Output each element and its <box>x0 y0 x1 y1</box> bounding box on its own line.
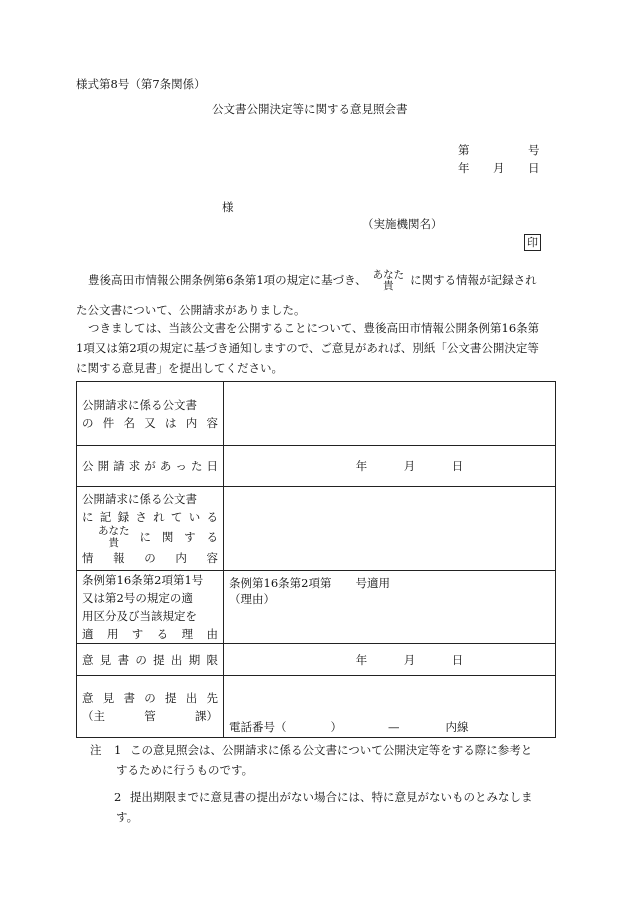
label-char: 理 <box>181 627 194 641</box>
label-char: 日 <box>206 459 218 473</box>
p2-line2: 1項又は第2項の規定に基づき通知しますので、ご意見があれば、別紙「公文書公開決定等 <box>76 341 539 355</box>
date-day: 日 <box>451 459 464 473</box>
note-1-line2: するために行うものです。 <box>116 763 254 777</box>
label-char: い <box>188 510 201 525</box>
label-char: 提 <box>165 690 177 705</box>
date-year: 年 <box>355 459 368 473</box>
label-char: 先 <box>206 690 218 705</box>
p1-stacked-word <box>373 270 405 292</box>
issue-number-prefix: 第 <box>458 143 470 157</box>
label-char: 公 <box>82 459 94 473</box>
label-text: 条例第16条第2項第1号 <box>82 573 204 587</box>
label-line <box>82 457 218 475</box>
issue-day: 日 <box>528 161 540 175</box>
label-submission-deadline <box>77 644 224 676</box>
label-request-subject <box>77 382 224 446</box>
row-request-subject <box>77 382 556 446</box>
value-request-subject[interactable] <box>224 382 556 446</box>
date-month: 月 <box>403 459 416 473</box>
form-number: 様式第8号（第7条関係） <box>76 77 206 91</box>
label-char: 内 <box>185 415 198 430</box>
label-char: 請 <box>113 459 125 473</box>
note-2-line2: す。 <box>116 810 139 824</box>
provision-suffix: 号適用 <box>355 576 390 590</box>
issue-number-suffix: 号 <box>528 143 540 157</box>
row3-stacked-word <box>98 526 130 548</box>
label-char: 記 <box>99 510 112 525</box>
value-info-content[interactable] <box>224 487 556 571</box>
date-fields <box>224 458 555 474</box>
label-char: （主 <box>82 708 105 723</box>
reason-label: （理由） <box>229 592 275 606</box>
label-char: す <box>131 627 144 641</box>
label-char: 容 <box>206 550 218 565</box>
row-submission-deadline <box>77 644 556 676</box>
addressee-honorific: 様 <box>222 200 234 214</box>
row3-word-bottom: 貴 <box>108 536 119 549</box>
agency-name: （実施機関名） <box>362 217 443 231</box>
label-char: 期 <box>188 652 201 667</box>
label-submission-destination <box>77 676 224 738</box>
label-char: の <box>144 690 156 705</box>
notes-heading: 注 <box>90 743 102 757</box>
label-char: に <box>82 510 94 525</box>
provision-prefix: 条例第16条第2項第 <box>229 576 332 590</box>
label-char: あ <box>159 459 172 473</box>
note-2-number: 2 <box>114 790 122 804</box>
p1-word-top: あなた <box>372 268 405 281</box>
date-month: 月 <box>403 652 416 667</box>
p1-before: 豊後高田市情報公開条例第6条第1項の規定に基づき、 <box>88 273 367 287</box>
label-char: 管 <box>144 708 156 723</box>
label-applicable-provision <box>77 571 224 644</box>
note-2-line1: 提出期限までに意見書の提出がない場合には、特に意見がないものとみなしま <box>130 790 533 804</box>
phone-line <box>229 719 550 735</box>
inquiry-table <box>76 381 556 738</box>
p1-line2: た公文書について、公開請求がありました。 <box>76 303 306 317</box>
label-line <box>82 508 218 526</box>
label-char: は <box>165 415 177 430</box>
label-char: 出 <box>170 652 183 667</box>
label-char: 求 <box>128 459 141 473</box>
issue-month: 月 <box>493 161 505 175</box>
label-char: る <box>206 510 218 525</box>
label-char: 書 <box>123 690 135 705</box>
label-line <box>82 625 218 643</box>
p1-word-bottom: 貴 <box>383 280 394 292</box>
label-line <box>82 414 218 432</box>
label-line <box>82 549 218 567</box>
value-submission-destination[interactable] <box>224 676 556 738</box>
label-char: 内 <box>175 550 187 565</box>
label-char: 名 <box>123 415 135 430</box>
label-text: 公開請求に係る公文書 <box>82 397 197 412</box>
phone-label: 電話番号（ <box>229 720 287 734</box>
label-char: 課） <box>195 708 218 723</box>
row3-word-top: あなた <box>98 525 130 538</box>
label-char: 報 <box>113 550 125 565</box>
label-line <box>82 526 218 548</box>
label-char: て <box>170 510 183 525</box>
label-line <box>82 651 218 669</box>
label-char: 情 <box>82 550 94 565</box>
label-char: 限 <box>206 652 218 667</box>
note-1-number: 1 <box>114 743 122 757</box>
label-char: る <box>156 627 169 641</box>
label-char: っ <box>175 459 187 473</box>
label-request-date <box>77 446 224 487</box>
label-char: 又 <box>144 415 156 430</box>
phone-extension: 内線 <box>445 720 469 734</box>
label-line <box>82 707 218 725</box>
label-char: れ <box>153 510 165 525</box>
label-line <box>82 689 218 707</box>
label-char: 適 <box>82 627 94 641</box>
label-char: の <box>82 415 94 430</box>
label-line <box>139 529 219 544</box>
p2-line1: つきましては、当該公文書を公開することについて、豊後高田市情報公開条例第16条第 <box>88 321 540 335</box>
label-char: 意 <box>82 652 94 667</box>
label-char: に <box>139 529 151 544</box>
p2-line3: に関する意見書」を提出してください。 <box>76 361 283 375</box>
label-char: 関 <box>161 529 174 544</box>
value-submission-deadline[interactable] <box>224 644 556 676</box>
label-char: 用 <box>106 627 119 641</box>
label-text: 公開請求に係る公文書 <box>82 492 197 507</box>
label-char: 見 <box>102 690 115 705</box>
label-line <box>82 607 218 625</box>
label-char: 録 <box>117 510 130 525</box>
label-char: 件 <box>102 415 115 430</box>
date-year: 年 <box>355 652 368 667</box>
row-info-content <box>77 487 556 571</box>
document-title: 公文書公開決定等に関する意見照会書 <box>212 102 408 116</box>
label-char: 書 <box>117 652 130 667</box>
value-request-date[interactable] <box>224 446 556 487</box>
label-char: さ <box>135 510 147 525</box>
label-char: 由 <box>206 627 218 641</box>
value-applicable-provision[interactable] <box>224 571 556 644</box>
provision-line <box>229 575 550 591</box>
label-char: る <box>206 529 218 544</box>
label-line <box>82 571 218 589</box>
label-line <box>82 396 218 414</box>
label-char: の <box>144 550 156 565</box>
label-char: 意 <box>82 690 94 705</box>
label-char: 出 <box>185 690 198 705</box>
row-applicable-provision <box>77 571 556 644</box>
label-text: 又は第2号の規定の適 <box>82 591 193 605</box>
label-info-content <box>77 487 224 571</box>
date-day: 日 <box>451 652 464 667</box>
label-char: が <box>144 459 156 473</box>
label-char: 容 <box>206 415 218 430</box>
note-1-line1: この意見照会は、公開請求に係る公文書について公開決定等をする際に参考と <box>130 743 533 757</box>
phone-close: ） <box>330 720 342 734</box>
label-line <box>82 490 218 508</box>
label-text: 用区分及び当該規定を <box>82 609 197 623</box>
p1-after: に関する情報が記録され <box>410 273 537 287</box>
label-char: す <box>184 529 196 544</box>
row-submission-destination <box>77 676 556 738</box>
label-char: 見 <box>99 652 112 667</box>
label-char: の <box>135 652 147 667</box>
label-char: 提 <box>153 652 165 667</box>
label-char: た <box>190 459 203 473</box>
issue-year: 年 <box>458 161 470 175</box>
seal-mark: 印 <box>524 234 541 251</box>
date-fields <box>224 652 555 668</box>
body-paragraph-1 <box>76 268 554 292</box>
row-request-date <box>77 446 556 487</box>
label-line <box>82 589 218 607</box>
label-char: 開 <box>97 459 110 473</box>
phone-dash: — <box>388 720 400 734</box>
